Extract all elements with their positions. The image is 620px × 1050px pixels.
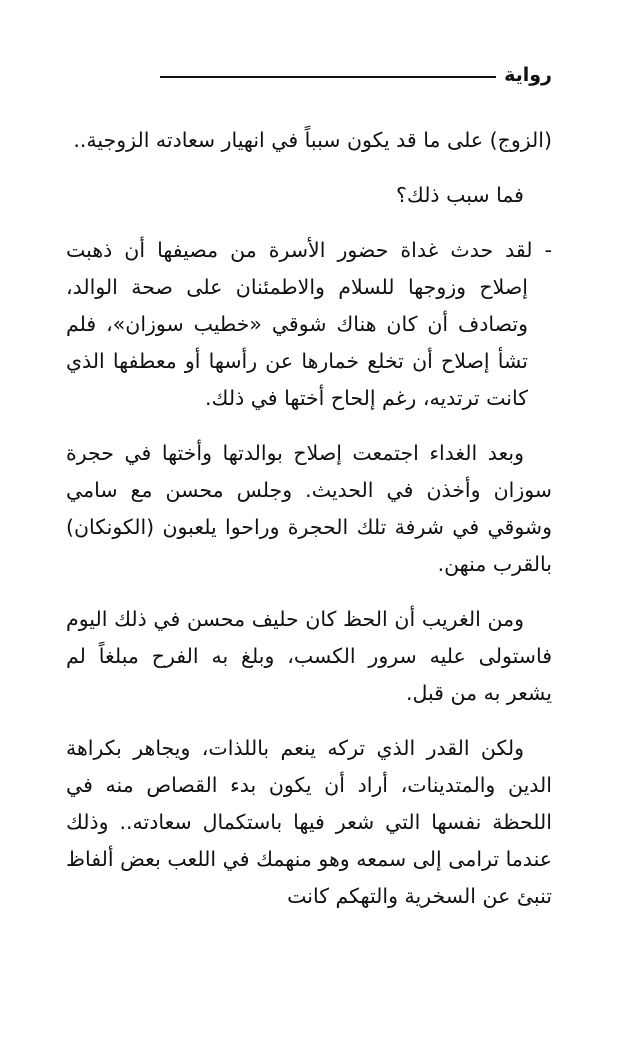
running-header <box>160 60 552 90</box>
body-text <box>66 122 552 933</box>
paragraph-question: فما سبب ذلك؟ <box>396 183 524 207</box>
header-rule <box>160 76 496 78</box>
paragraph: وبعد الغداء اجتمعت إصلاح بوالدتها وأختها في حجرة سوزان وأخذن في الحديث. وجلس محسن مع سامي وشوقي في شرفة تلك الحجرة وراحوا يلعبون (الكونكان) بالقرب منهن. <box>66 441 552 576</box>
paragraph-answer: - لقد حدث غداة حضور الأسرة من مصيفها أن ذهبت إصلاح وزوجها للسلام والاطمئنان على صحة الوالد، وتصادف أن كان هناك شوقي «خطيب سوزان»، فلم تشأ إصلاح أن تخلع خمارها عن رأسها أو معطفها الذي كانت ترتديه، رغم إلحاح أختها في ذلك. <box>66 238 552 410</box>
paragraph: ومن الغريب أن الحظ كان حليف محسن في ذلك اليوم فاستولى عليه سرور الكسب، وبلغ به الفرح مبلغاً لم يشعر به من قبل. <box>66 607 552 705</box>
paragraph: ولكن القدر الذي تركه ينعم باللذات، ويجاهر بكراهة الدين والمتدينات، أراد أن يكون بدء القصاص منه في اللحظة نفسها التي شعر فيها باستكمال سعادته.. وذلك عندما ترامى إلى سمعه وهو منهمك في اللعب بعض ألفاظ تنبئ عن السخرية والتهكم كانت <box>66 736 552 908</box>
paragraph-continued: (الزوج) على ما قد يكون سبباً في انهيار سعادته الزوجية.. <box>73 128 552 152</box>
running-header-title: رواية <box>504 64 552 86</box>
